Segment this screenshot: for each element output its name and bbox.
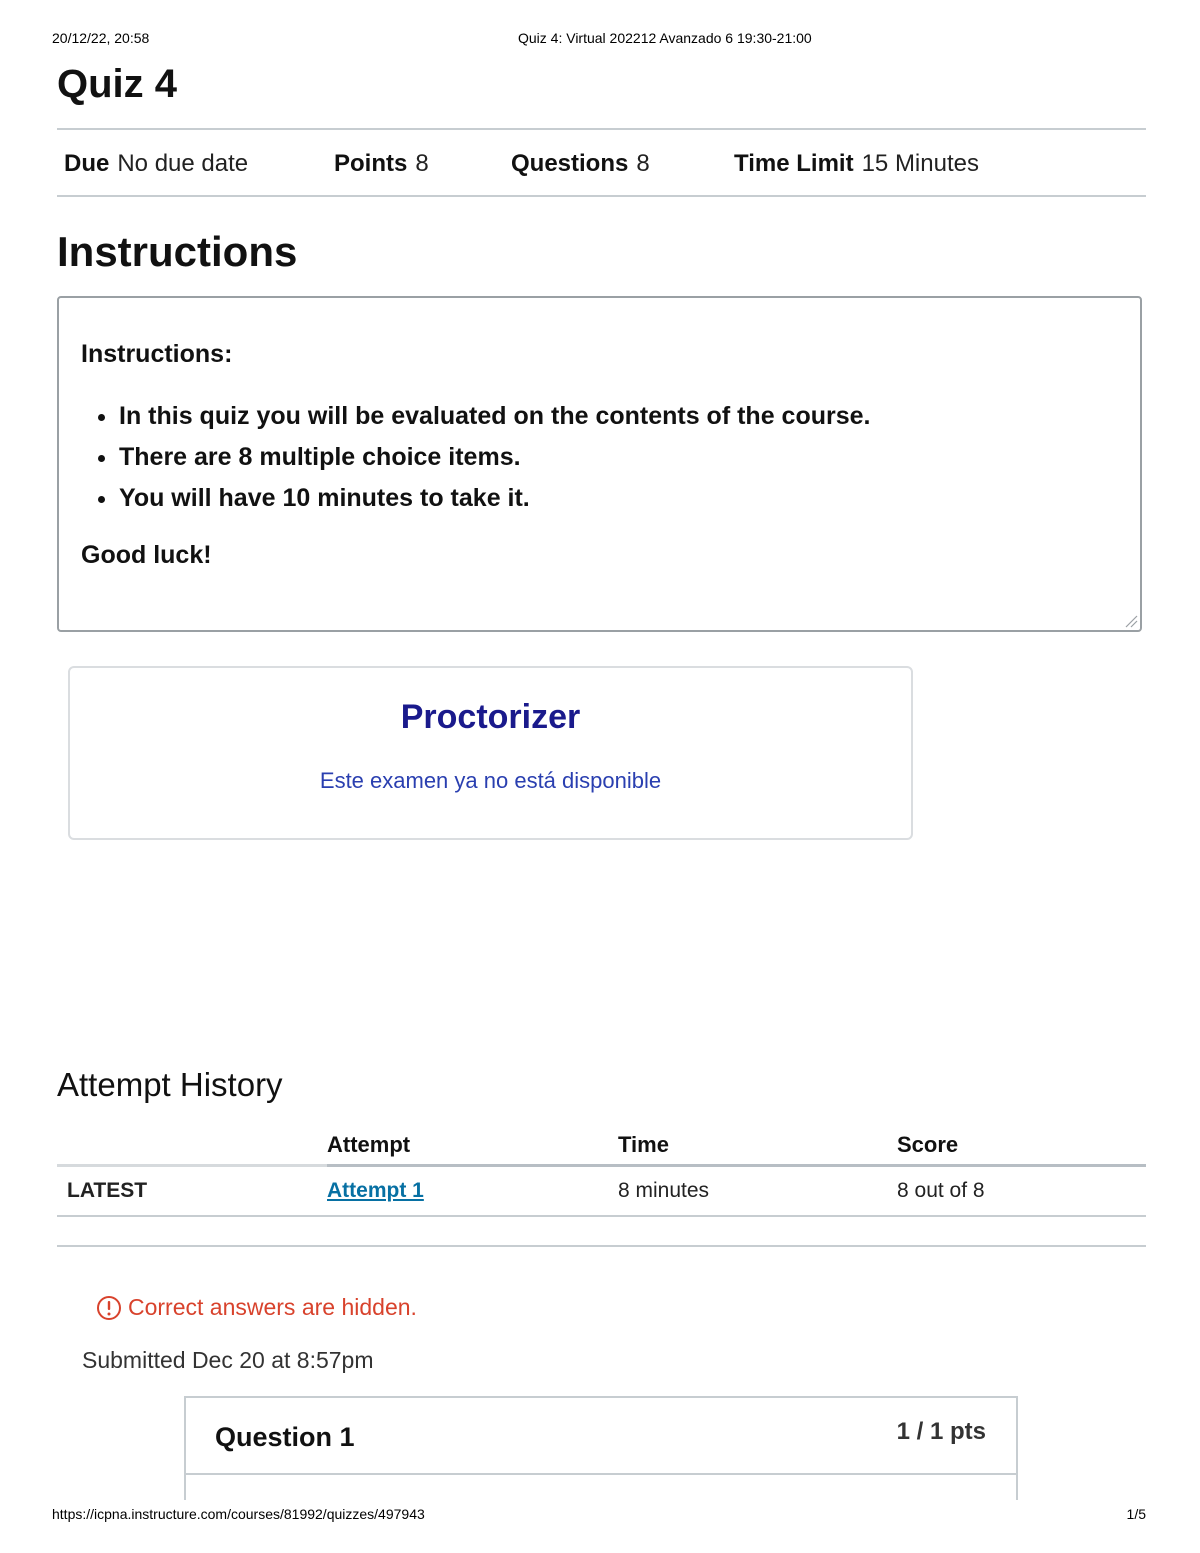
column-header-blank xyxy=(57,1126,327,1166)
attempt-link[interactable]: Attempt 1 xyxy=(327,1179,424,1202)
meta-due xyxy=(64,150,248,178)
attempt-score: 8 out of 8 xyxy=(897,1166,1146,1217)
proctorizer-title: Proctorizer xyxy=(400,698,581,736)
list-item: • In this quiz you will be evaluated on the contents of the course. xyxy=(119,396,870,437)
divider xyxy=(57,195,1146,197)
meta-points-value: 8 xyxy=(415,150,429,177)
meta-time-limit-value: 15 Minutes xyxy=(861,150,979,177)
table-row xyxy=(57,1166,1146,1217)
attempt-status-label: LATEST xyxy=(57,1166,327,1217)
warning-circle-icon xyxy=(96,1295,122,1321)
instructions-title: Instructions xyxy=(57,228,298,275)
table-header-row xyxy=(57,1126,1146,1166)
warning-text: Correct answers are hidden. xyxy=(128,1294,417,1320)
meta-questions xyxy=(511,150,650,178)
list-item: • You will have 10 minutes to take it. xyxy=(119,478,870,519)
page-title: Quiz 4 xyxy=(57,62,178,106)
proctorizer-message: Este examen ya no está disponible xyxy=(319,768,662,793)
column-header-attempt: Attempt xyxy=(327,1126,618,1166)
meta-time-limit-label: Time Limit xyxy=(734,150,854,177)
attempt-cell xyxy=(327,1166,618,1217)
attempt-history-title: Attempt History xyxy=(57,1066,283,1103)
column-header-score: Score xyxy=(897,1126,1146,1166)
instructions-box xyxy=(57,296,1142,632)
instructions-list xyxy=(81,396,870,519)
column-header-time: Time xyxy=(618,1126,897,1166)
list-item: • There are 8 multiple choice items. xyxy=(119,437,870,478)
instructions-closing: Good luck! xyxy=(81,541,212,569)
print-date: 20/12/22, 20:58 xyxy=(52,30,150,46)
attempt-time: 8 minutes xyxy=(618,1166,897,1217)
submitted-timestamp: Submitted Dec 20 at 8:57pm xyxy=(82,1347,374,1373)
correct-answers-hidden-notice xyxy=(96,1294,417,1321)
meta-due-value: No due date xyxy=(117,150,249,177)
meta-time-limit xyxy=(734,150,979,178)
question-header xyxy=(186,1398,1016,1475)
meta-questions-value: 8 xyxy=(636,150,650,177)
instructions-heading: Instructions: xyxy=(81,340,233,368)
print-url: https://icpna.instructure.com/courses/81992/quizzes/497943 xyxy=(52,1506,425,1522)
meta-due-label: Due xyxy=(64,150,110,177)
page-number: 1/5 xyxy=(1126,1506,1146,1522)
attempt-history-table xyxy=(57,1126,1146,1217)
print-title: Quiz 4: Virtual 202212 Avanzado 6 19:30-21:00 xyxy=(518,30,812,46)
meta-questions-label: Questions xyxy=(511,150,629,177)
question-points: 1 / 1 pts xyxy=(896,1418,986,1445)
proctorizer-panel xyxy=(68,666,913,840)
meta-points-label: Points xyxy=(334,150,408,177)
question-title: Question 1 xyxy=(215,1422,355,1452)
resize-handle-icon[interactable] xyxy=(1124,614,1138,628)
divider xyxy=(57,1245,1146,1247)
meta-points xyxy=(334,150,429,178)
question-card xyxy=(184,1396,1018,1500)
divider xyxy=(57,128,1146,130)
